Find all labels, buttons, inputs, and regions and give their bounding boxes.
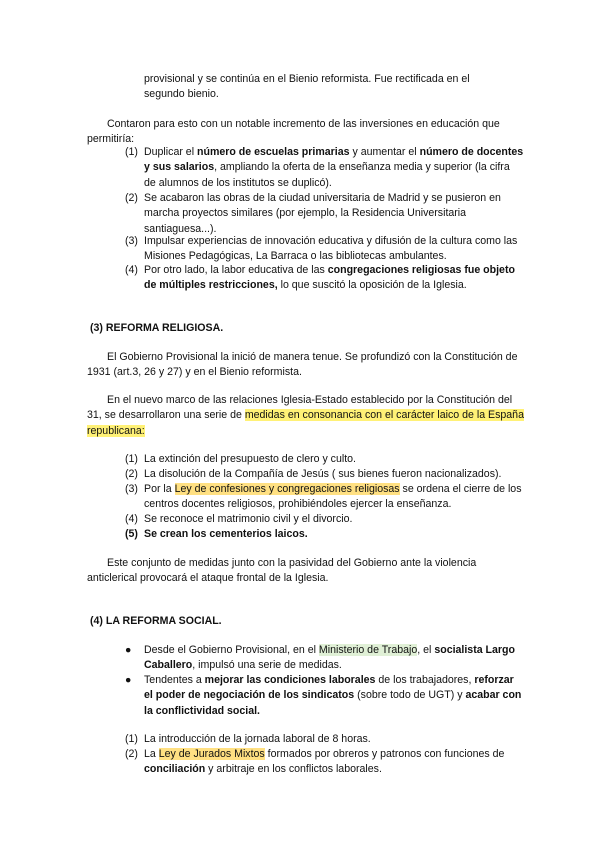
list-item-text: Impulsar experiencias de innovación educativa y difusión de la cultura como las Misiones Pedagógicas, La Barraca o las bibliotecas ambulantes. — [144, 235, 518, 263]
list-item-text: La extinción del presupuesto de clero y culto. — [144, 453, 357, 465]
list-number: (1) — [125, 146, 138, 158]
highlight-measures: medidas en consonancia con el carácter laico de la España republicana: — [87, 409, 524, 437]
list-number: (4) — [125, 264, 138, 276]
list-number: (3) — [125, 235, 138, 247]
paragraph-religious-measures: En el nuevo marco de las relaciones Iglesia-Estado establecido por la Constitución del 31, se desarrollaron una serie de medidas en consonancia con el carácter laico de la España republicana: — [87, 394, 524, 437]
paragraph-religious-conclusion: Este conjunto de medidas junto con la pasividad del Gobierno ante la violencia anticlerical provocará el ataque frontal de la Iglesia. — [87, 557, 477, 585]
section-heading-religious: (3) REFORMA RELIGIOSA. — [90, 322, 224, 334]
continuation-text — [144, 72, 524, 103]
continuation-line-1: provisional y se continúa en el Bienio reformista. Fue rectificada en el — [144, 73, 470, 85]
list-number: (3) — [125, 483, 138, 495]
paragraph-religious-intro: El Gobierno Provisional la inició de manera tenue. Se profundizó con la Constitución de 1931 (art.3, 26 y 27) y en el Bienio reformista. — [87, 351, 518, 379]
list-item-text: La disolución de la Compañía de Jesús ( sus bienes fueron nacionalizados). — [144, 468, 502, 480]
list-number: (4) — [125, 513, 138, 525]
highlight-ministry: Ministerio de Trabajo — [318, 644, 418, 656]
continuation-line-2: segundo bienio. — [144, 88, 219, 101]
list-number: (2) — [125, 192, 138, 204]
section-heading-social: (4) LA REFORMA SOCIAL. — [90, 615, 222, 627]
list-number: (5) — [125, 528, 138, 540]
bullet-text: Desde el Gobierno Provisional, en el Ministerio de Trabajo, el socialista Largo Caballero, impulsó una serie de medidas. — [144, 644, 515, 672]
highlight-law-confessions: Ley de confesiones y congregaciones religiosas — [174, 483, 400, 495]
list-number: (2) — [125, 748, 138, 760]
bullet-icon: ● — [125, 674, 132, 686]
list-item-text: Duplicar el número de escuelas primarias y aumentar el número de docentes y sus salarios, ampliando la oferta de la enseñanza media y superior (la cifra de alumnos de los institutos se duplicó). — [144, 146, 524, 189]
list-number: (2) — [125, 468, 138, 480]
list-number: (1) — [125, 733, 138, 745]
list-item-text: Se reconoce el matrimonio civil y el divorcio. — [144, 513, 353, 525]
list-item-text: La Ley de Jurados Mixtos formados por obreros y patronos con funciones de conciliación y arbitraje en los conflictos laborales. — [144, 748, 505, 776]
list-item-text: Por la Ley de confesiones y congregaciones religiosas se ordena el cierre de los centros docentes religiosos, prohibiéndoles ejercer la enseñanza. — [144, 483, 522, 511]
list-item-text: Se crean los cementerios laicos. — [144, 528, 308, 540]
bullet-icon: ● — [125, 644, 132, 656]
paragraph-investments: Contaron para esto con un notable incremento de las inversiones en educación que permitiría: — [87, 118, 500, 146]
list-number: (1) — [125, 453, 138, 465]
bullet-text: Tendentes a mejorar las condiciones laborales de los trabajadores, reforzar el poder de negociación de los sindicatos (sobre todo de UGT) y acabar con la conflictividad social. — [144, 674, 522, 717]
highlight-law-jurados: Ley de Jurados Mixtos — [158, 748, 265, 760]
list-item-text: Se acabaron las obras de la ciudad universitaria de Madrid y se pusieron en marcha proyectos similares (por ejemplo, la Residencia Universitaria santiaguesa...). — [144, 192, 501, 235]
list-item-text: La introducción de la jornada laboral de 8 horas. — [144, 733, 371, 745]
list-item-text: Por otro lado, la labor educativa de las congregaciones religiosas fue objeto de múltiples restricciones, lo que suscitó la oposición de la Iglesia. — [144, 264, 515, 292]
